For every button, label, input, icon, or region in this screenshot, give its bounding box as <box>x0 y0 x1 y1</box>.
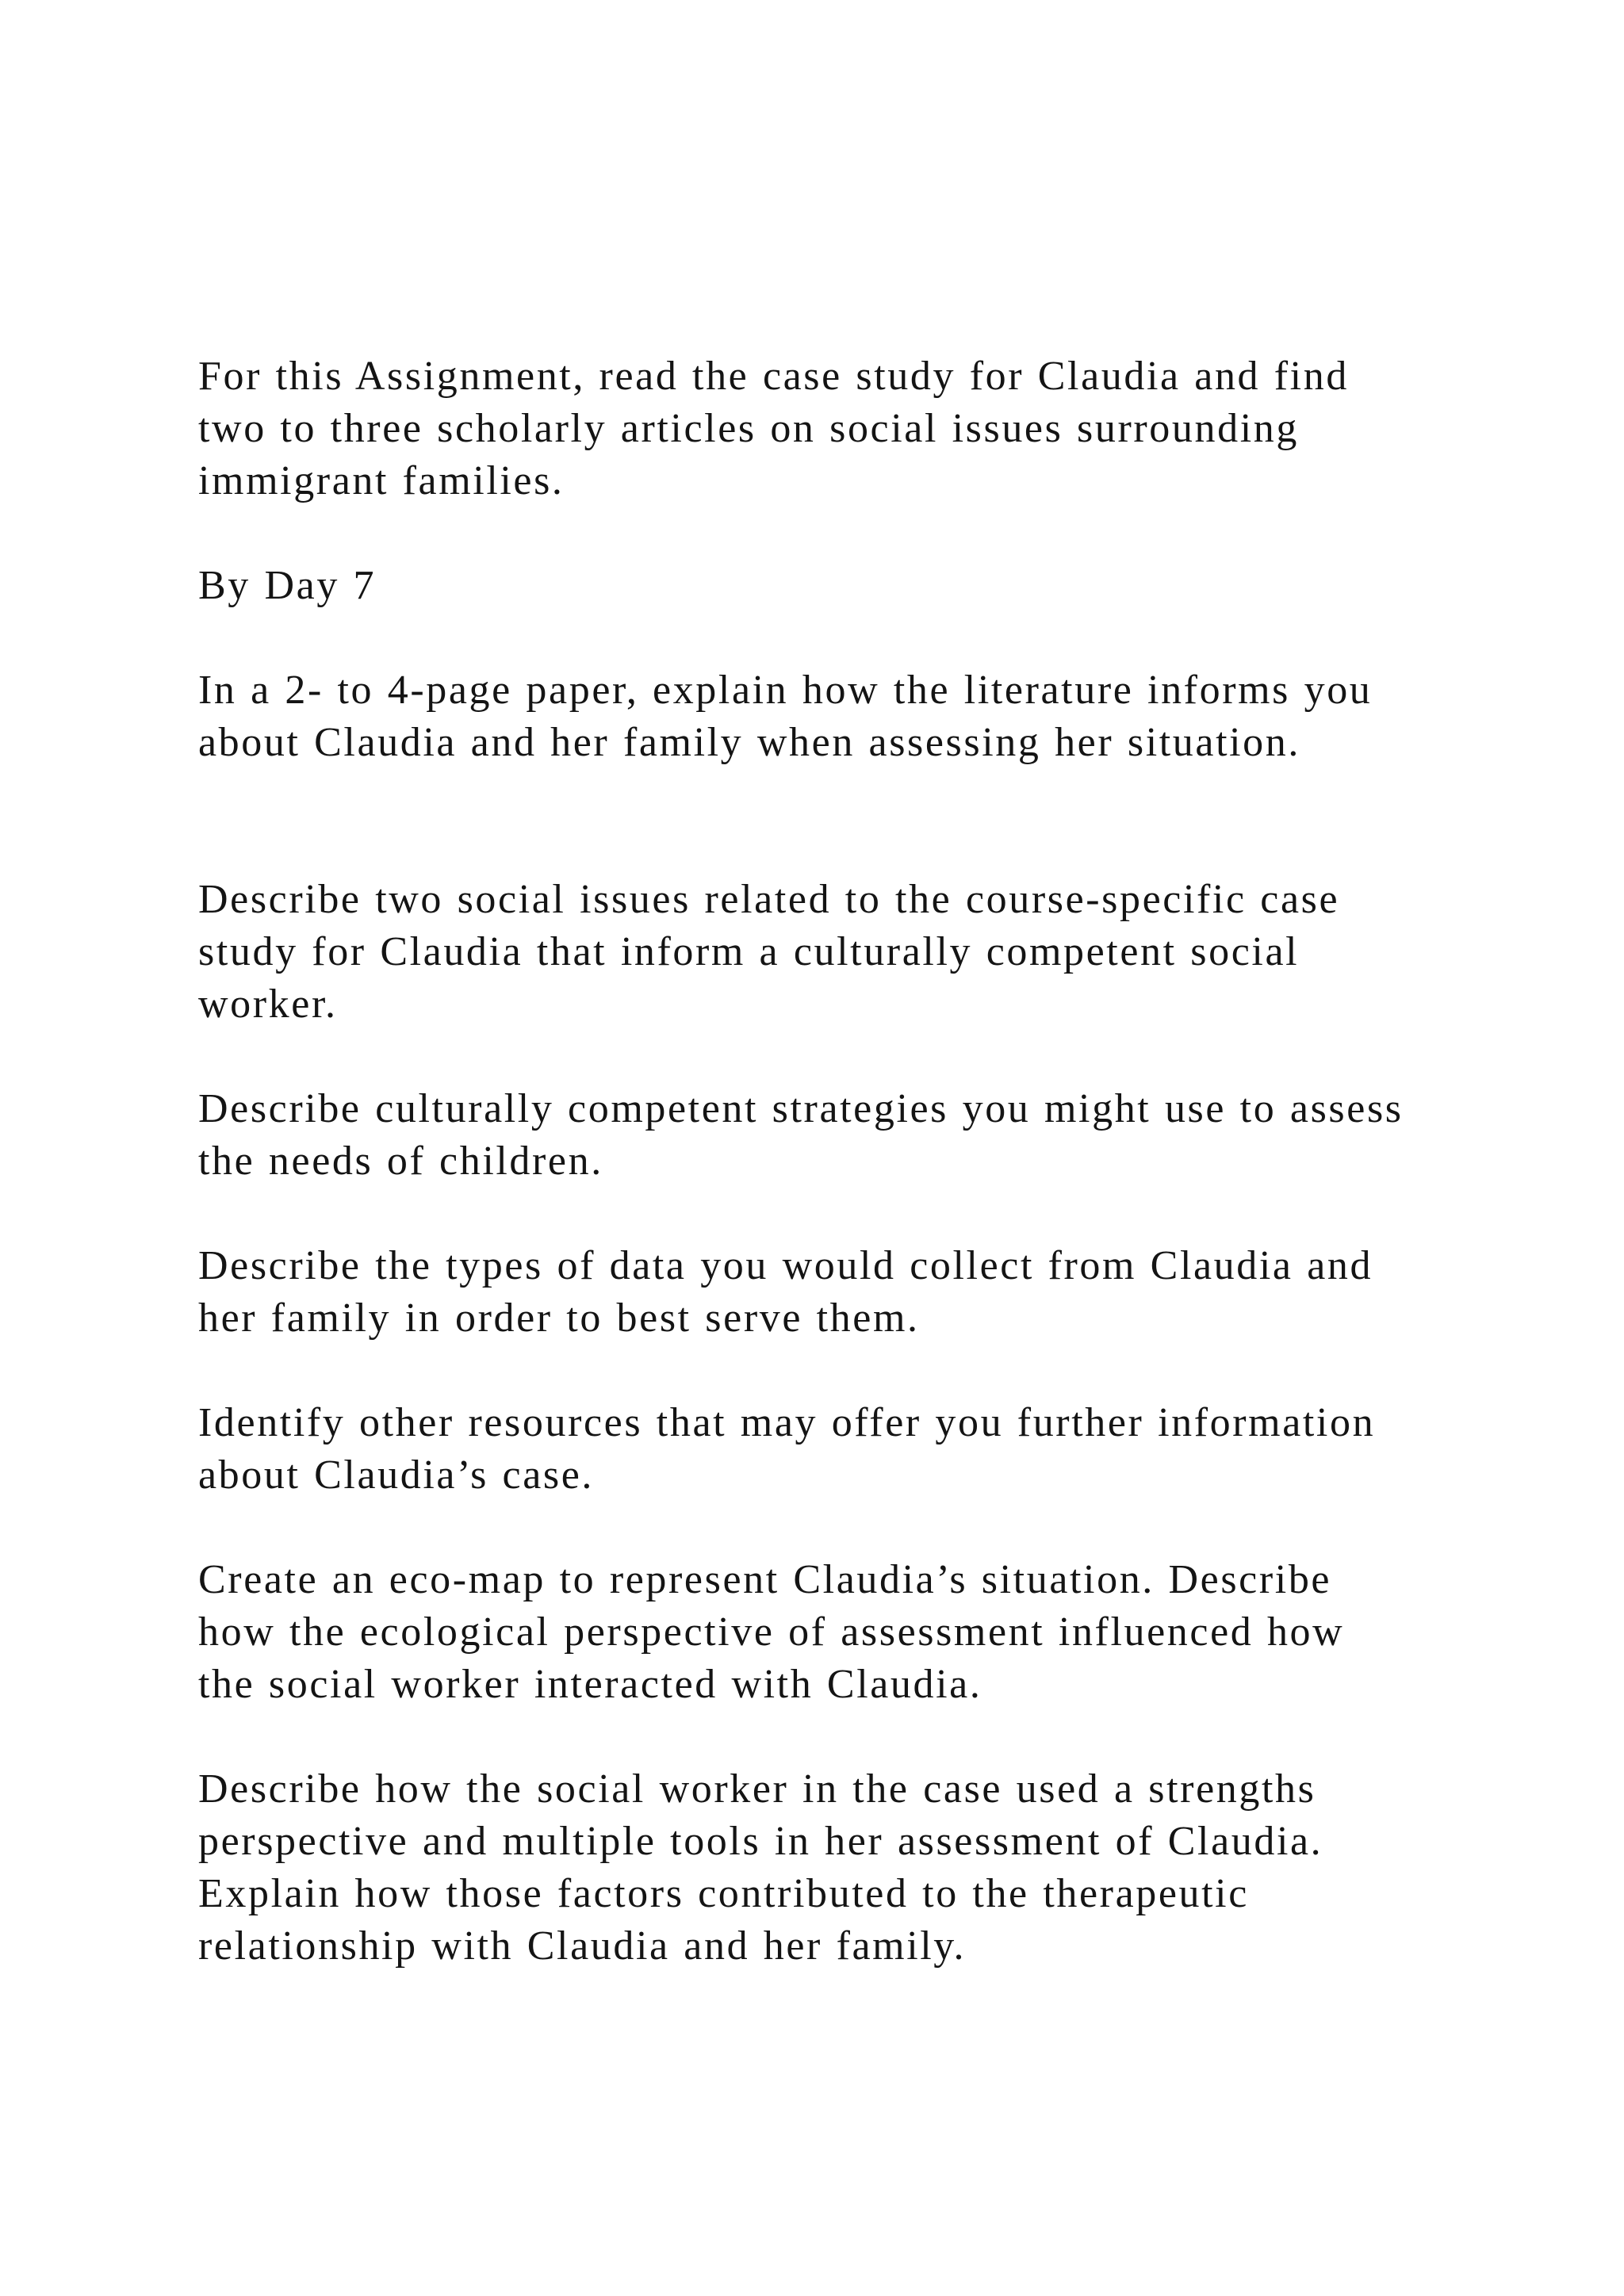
text-line: Create an eco-map to represent Claudia’s situation. Describe <box>198 1557 1332 1602</box>
document-body <box>198 350 1546 1973</box>
text-line: Describe how the social worker in the case used a strengths <box>198 1766 1316 1812</box>
text-line: the social worker interacted with Claudia. <box>198 1662 982 1707</box>
text-line: the needs of children. <box>198 1138 603 1184</box>
text-line: her family in order to best serve them. <box>198 1295 920 1341</box>
text-line: relationship with Claudia and her family. <box>198 1923 967 1969</box>
text-line: perspective and multiple tools in her assessment of Claudia. <box>198 1819 1323 1864</box>
text-line: Explain how those factors contributed to the therapeutic <box>198 1871 1249 1916</box>
paragraph-data-types <box>198 1240 1546 1345</box>
text-line: about Claudia and her family when assessing her situation. <box>198 720 1300 765</box>
paragraph-due-date <box>198 560 1546 612</box>
paragraph-strengths-perspective <box>198 1763 1546 1973</box>
text-line: two to three scholarly articles on social issues surrounding <box>198 406 1299 451</box>
text-line: Describe culturally competent strategies you might use to assess <box>198 1086 1404 1131</box>
text-line: Identify other resources that may offer you further information <box>198 1400 1376 1445</box>
text-line: how the ecological perspective of assessment influenced how <box>198 1609 1345 1655</box>
text-line: immigrant families. <box>198 458 565 503</box>
text-line: By Day 7 <box>198 563 377 608</box>
paragraph-eco-map <box>198 1554 1546 1711</box>
paragraph-strategies <box>198 1083 1546 1188</box>
paragraph-resources <box>198 1397 1546 1502</box>
text-line: Describe two social issues related to the course-specific case <box>198 877 1340 922</box>
paragraph-assignment-intro <box>198 350 1546 507</box>
text-line: In a 2- to 4-page paper, explain how the literature informs you <box>198 668 1373 713</box>
paragraph-paper-length <box>198 664 1546 769</box>
text-line: about Claudia’s case. <box>198 1452 595 1498</box>
text-line: worker. <box>198 982 338 1027</box>
text-line: For this Assignment, read the case study for Claudia and find <box>198 354 1349 399</box>
text-line: study for Claudia that inform a culturally competent social <box>198 929 1300 974</box>
paragraph-social-issues <box>198 874 1546 1031</box>
text-line: Describe the types of data you would collect from Claudia and <box>198 1243 1373 1288</box>
